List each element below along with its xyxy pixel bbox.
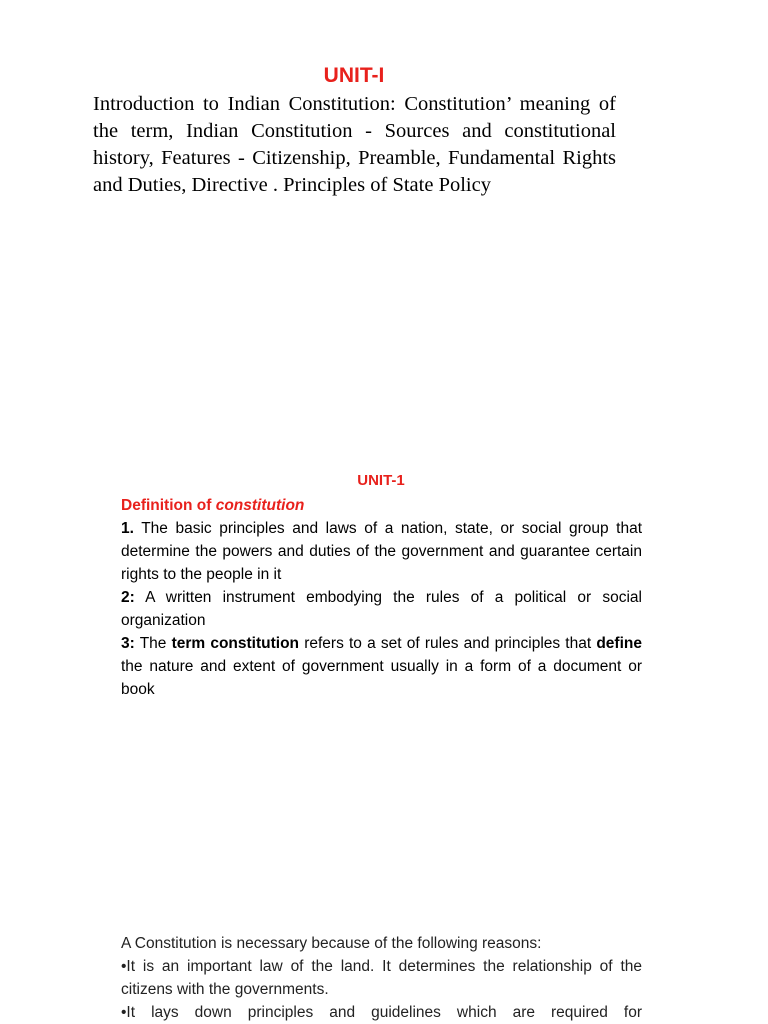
heading-prefix: Definition of: [121, 497, 216, 514]
item-text: The: [134, 635, 172, 652]
reason-bullet-1: •It is an important law of the land. It determines the relationship of the citizens with the governments.: [121, 958, 642, 998]
syllabus-text: Introduction to Indian Constitution: Constitution’ meaning of the term, Indian Constitution - Sources and constitutional history, Features - Citizenship, Preamble, Fundamental Rights and Duties, Directive . Principles of State Policy: [93, 93, 616, 196]
slide-definition: [0, 440, 768, 740]
slide-reasons: [0, 920, 768, 1024]
reasons-block: [121, 932, 642, 1024]
bold-term: term constitution: [171, 635, 300, 652]
slide-title: UNIT-I: [323, 64, 385, 87]
bold-define: define: [596, 635, 642, 652]
heading-term: constitution: [215, 497, 305, 514]
definition-3: [121, 632, 642, 701]
item-number: 2:: [121, 589, 135, 606]
item-text: refers to a set of rules and principles that: [299, 635, 597, 652]
reason-bullet-2: •It lays down principles and guidelines which are required for: [121, 1004, 642, 1021]
definition-1: [121, 517, 642, 586]
item-text: the nature and extent of government usually in a form of a document or book: [121, 658, 642, 698]
definition-block: [121, 494, 642, 701]
item-number: 1.: [121, 520, 134, 537]
slide-unit-intro: [0, 0, 768, 300]
definition-heading: [121, 494, 642, 517]
item-number: 3:: [121, 635, 135, 652]
slide-title: UNIT-1: [357, 472, 405, 489]
definition-2: [121, 586, 642, 632]
reasons-intro: A Constitution is necessary because of the following reasons:: [121, 935, 542, 952]
item-text: A written instrument embodying the rules of a political or social organization: [121, 589, 642, 629]
item-text: The basic principles and laws of a nation, state, or social group that determine the powers and duties of the government and guarantee certain rights to the people in it: [121, 520, 642, 583]
